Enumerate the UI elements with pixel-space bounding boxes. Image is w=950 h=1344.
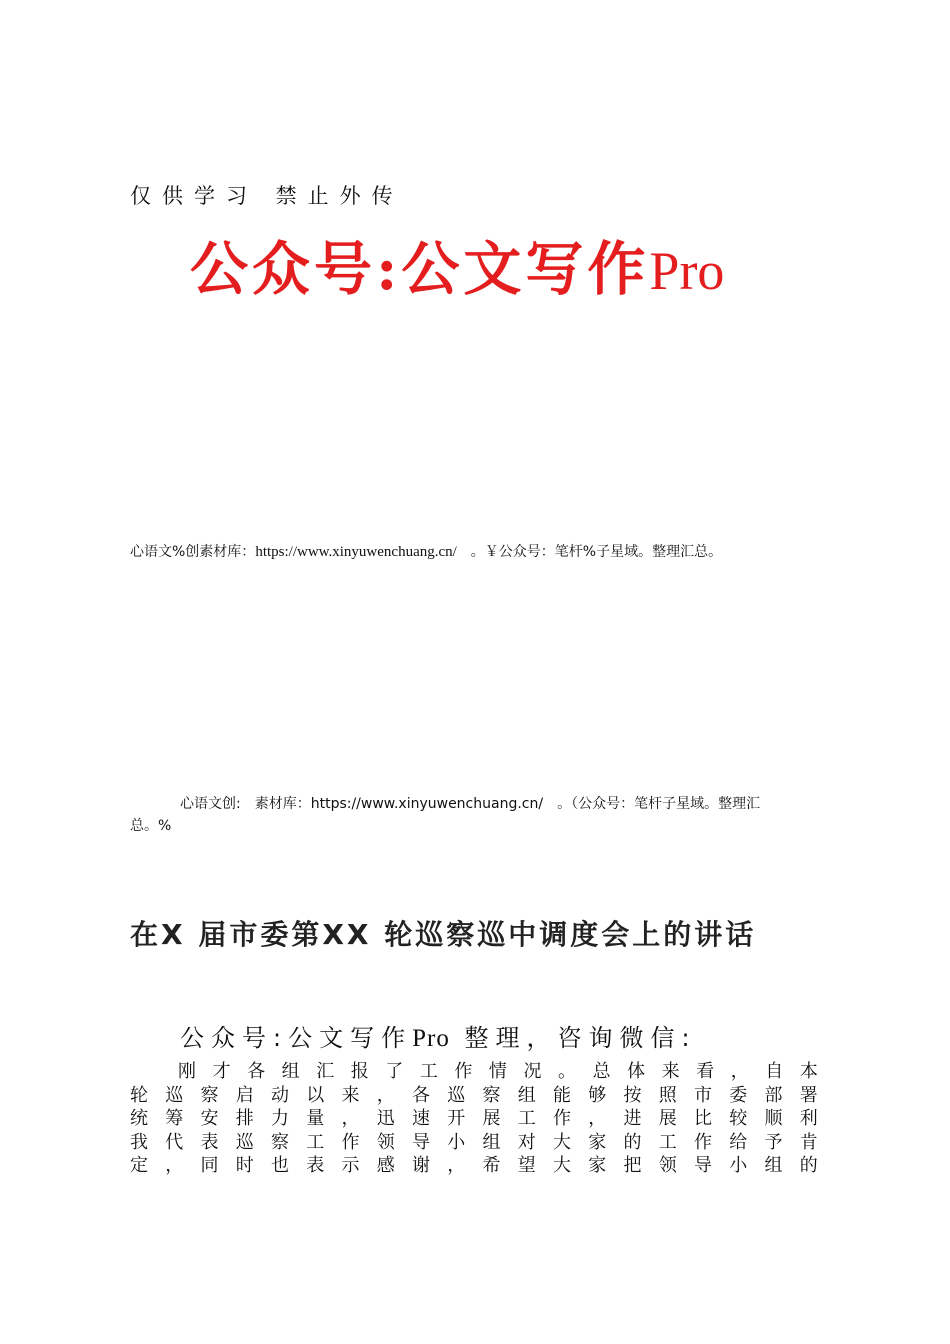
body-line: 统 筹 安 排 力 量 ， 迅 速 开 展 工 作 ， 进 展 比 较 顺 利: [130, 1108, 818, 1129]
document-title: 在X 届市委第XX 轮巡察巡中调度会上的讲话: [130, 918, 757, 951]
publisher-after: 整理，咨询微信:: [449, 1024, 697, 1052]
body-paragraph: [130, 1060, 818, 1178]
body-line: 刚 才 各 组 汇 报 了 工 作 情 况 。 总 体 来 看 ， 自 本: [178, 1061, 818, 1082]
source-line-2-first: [130, 793, 835, 815]
brand-text: 公众号:公文写作: [190, 235, 650, 303]
publisher-pro: Pro: [412, 1025, 450, 1052]
brand-suffix: Pro: [649, 241, 725, 301]
source-line-2-continuation: 总。%: [130, 818, 172, 834]
body-line: 定 ， 同 时 也 表 示 感 谢 ， 希 望 大 家 把 领 导 小 组 的: [130, 1155, 818, 1176]
source-line-1: [130, 541, 722, 561]
source-url: https://www.xinyuwenchuang.cn/: [255, 544, 457, 560]
brand-header: [190, 222, 724, 306]
source-prefix: 心语文创: 素材库：: [180, 796, 311, 812]
notice-text: 仅供学习 禁止外传: [130, 184, 404, 208]
source-suffix: 。（公众号：笔杆子星域。整理汇: [543, 796, 761, 812]
source-url: https://www.xinyuwenchuang.cn/: [310, 796, 544, 812]
body-line: 我 代 表 巡 察 工 作 领 导 小 组 对 大 家 的 工 作 给 予 肯: [130, 1131, 818, 1153]
source-prefix: 心语文%创素材库：: [130, 544, 256, 560]
body-line: 轮 巡 察 启 动 以 来 ， 各 巡 察 组 能 够 按 照 市 委 部 署: [130, 1084, 818, 1106]
publisher-before: 公众号:公文写作: [180, 1024, 413, 1052]
source-line-2: [130, 793, 835, 837]
publisher-line: [180, 1018, 697, 1053]
source-suffix: 。￥公众号：笔杆%子星域。整理汇总。: [456, 544, 723, 560]
